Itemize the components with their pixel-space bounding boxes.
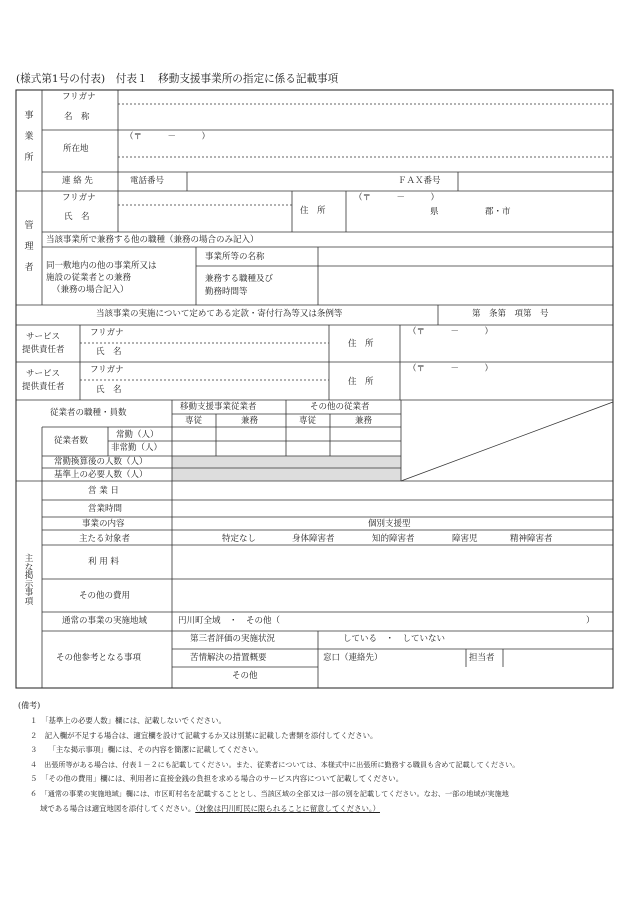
note-item: ３ 「主な掲示事項」欄には、その内容を簡潔に記載してください。 [30, 745, 263, 754]
area-label: 通常の事業の実施地域 [62, 616, 148, 626]
service-manager-postal: （〒 － ） [408, 327, 494, 337]
staff-fte-label: 常勤換算後の人数（人） [54, 457, 148, 467]
fee-label: 利 用 料 [88, 557, 119, 567]
manager-concurrent-duty-label: 当該事業所で兼務する他の職種（兼務の場合のみ記入） [46, 235, 259, 245]
other-costs-label: その他の費用 [79, 591, 131, 601]
office-fax-label: ＦＡＸ番号 [398, 176, 441, 186]
staff-mobility-label: 移動支援事業従業者 [180, 402, 257, 412]
office-section-label: 事 業 所 [24, 111, 34, 163]
office-postal: （〒 － ） [125, 132, 211, 142]
complaint-label: 苦情解決の措置概要 [190, 653, 267, 663]
manager-furigana-label: フリガナ [62, 193, 96, 203]
manager-other-facility-line1: 同一敷地内の他の事業所又は [46, 261, 157, 271]
note-item6-underlined: （対象は円川町民に限られることに留意してください。） [195, 804, 380, 813]
manager-other-facility-line3: （兼務の場合記入） [52, 285, 129, 295]
manager-postal: （〒 － ） [354, 193, 440, 203]
note-item-continued [40, 805, 380, 812]
content-value: 個別支援型 [368, 519, 411, 529]
note-item6-cont: 域である場合は適宜地図を添付してください。 [40, 804, 196, 813]
third-party-label: 第三者評価の実施状況 [190, 634, 276, 644]
manager-prefecture: 県 [430, 207, 439, 217]
staff-mobility-concurrent: 兼務 [241, 416, 259, 426]
area-value: 円川町全域 ・ その他（ [178, 616, 281, 626]
note-item: ２ 記入欄が不足する場合は、適宜欄を設けて記載するか又は別葉に記載した書類を添付してください。 [30, 731, 378, 740]
manager-facility-name-label: 事業所等の名称 [205, 252, 265, 262]
regulation-label: 当該事業の実施について定めてある定款・寄付行為等又は条例等 [96, 309, 343, 319]
window-label: 窓口（連絡先） [323, 653, 383, 663]
target-option: 身体障害者 [292, 534, 335, 544]
office-address-label: 所在地 [63, 144, 89, 154]
person-label: 担当者 [469, 653, 495, 663]
manager-address-label: 住 所 [300, 206, 326, 216]
manager-duty-time-line2: 勤務時間等 [205, 287, 248, 297]
staff-count-label: 従業者数 [54, 436, 89, 446]
business-days-label: 営 業 日 [88, 486, 119, 496]
target-label: 主たる対象者 [79, 534, 131, 544]
target-option: 特定なし [222, 534, 257, 544]
area-close: ） [586, 616, 595, 626]
form-title: (様式第1号の付表) 付表１ 移動支援事業所の指定に係る記載事項 [16, 73, 339, 85]
staff-required-label: 基準上の必要人数（人） [54, 470, 148, 480]
notes-title: (備考) [18, 701, 41, 710]
note-item: ５ 「その他の費用」欄には、利用者に直接金銭の負担を求める場合のサービス内容について記載してください。 [30, 774, 404, 783]
service-manager-label-line1: サービス [26, 369, 61, 379]
office-furigana-label: フリガナ [62, 92, 96, 102]
service-manager-postal: （〒 － ） [408, 364, 494, 374]
manager-section-label: 管 理 者 [24, 221, 34, 273]
staff-other-full: 専従 [299, 416, 317, 426]
note-item: ４ 出張所等がある場合は、付表１－２にも記載してください。また、従業者については、本様式中に出張所に勤務する職員も含めて記載してください。 [30, 760, 520, 769]
manager-duty-time-line1: 兼務する職種及び [205, 274, 274, 284]
service-manager-label-line2: 提供責任者 [22, 382, 65, 392]
regulation-article: 第 条第 項第 号 [472, 309, 549, 319]
manager-name-label: 氏 名 [64, 212, 90, 222]
staff-header: 従業者の職種・員数 [50, 408, 127, 418]
service-manager-address-label: 住 所 [348, 339, 374, 349]
business-hours-label: 営業時間 [88, 504, 123, 514]
staff-other-concurrent: 兼務 [355, 416, 373, 426]
staff-regular-label: 常勤（人） [116, 430, 159, 440]
target-option: 知的障害者 [372, 534, 415, 544]
content-label: 事業の内容 [82, 519, 125, 529]
service-manager-furigana-label: フリガナ [90, 328, 124, 338]
office-phone-label: 電話番号 [130, 176, 165, 186]
office-contact-label: 連 絡 先 [62, 176, 93, 186]
note-item: １ 「基準上の必要人数」欄には、記載しないでください。 [30, 716, 226, 725]
service-manager-name-label: 氏 名 [96, 385, 122, 395]
service-manager-label-line1: サービス [26, 332, 61, 342]
manager-city: 郡・市 [485, 207, 511, 217]
staff-nonregular-label: 非常勤（人） [111, 443, 163, 453]
staff-other-label: その他の従業者 [310, 402, 370, 412]
other-label: その他 [232, 671, 258, 681]
service-manager-address-label: 住 所 [348, 377, 374, 387]
office-name-label: 名 称 [64, 112, 90, 122]
main-items-section-label: 主 な 掲 示 事 項 [24, 554, 34, 607]
staff-mobility-full: 専従 [185, 416, 203, 426]
target-option: 精神障害者 [510, 534, 553, 544]
third-party-value: している ・ していない [343, 634, 446, 644]
service-manager-label-line2: 提供責任者 [22, 345, 65, 355]
target-option: 障害児 [452, 534, 478, 544]
service-manager-furigana-label: フリガナ [90, 365, 124, 375]
other-reference-label: その他参考となる事項 [56, 653, 142, 663]
note-item: ６ 「通常の事業の実施地域」欄には、市区町村名を記載することとし、当該区域の全部又は一部の別を記載してください。なお、一部の地域が実施地 [30, 789, 509, 798]
service-manager-name-label: 氏 名 [96, 347, 122, 357]
manager-other-facility-line2: 施設の従業者との兼務 [46, 273, 132, 283]
